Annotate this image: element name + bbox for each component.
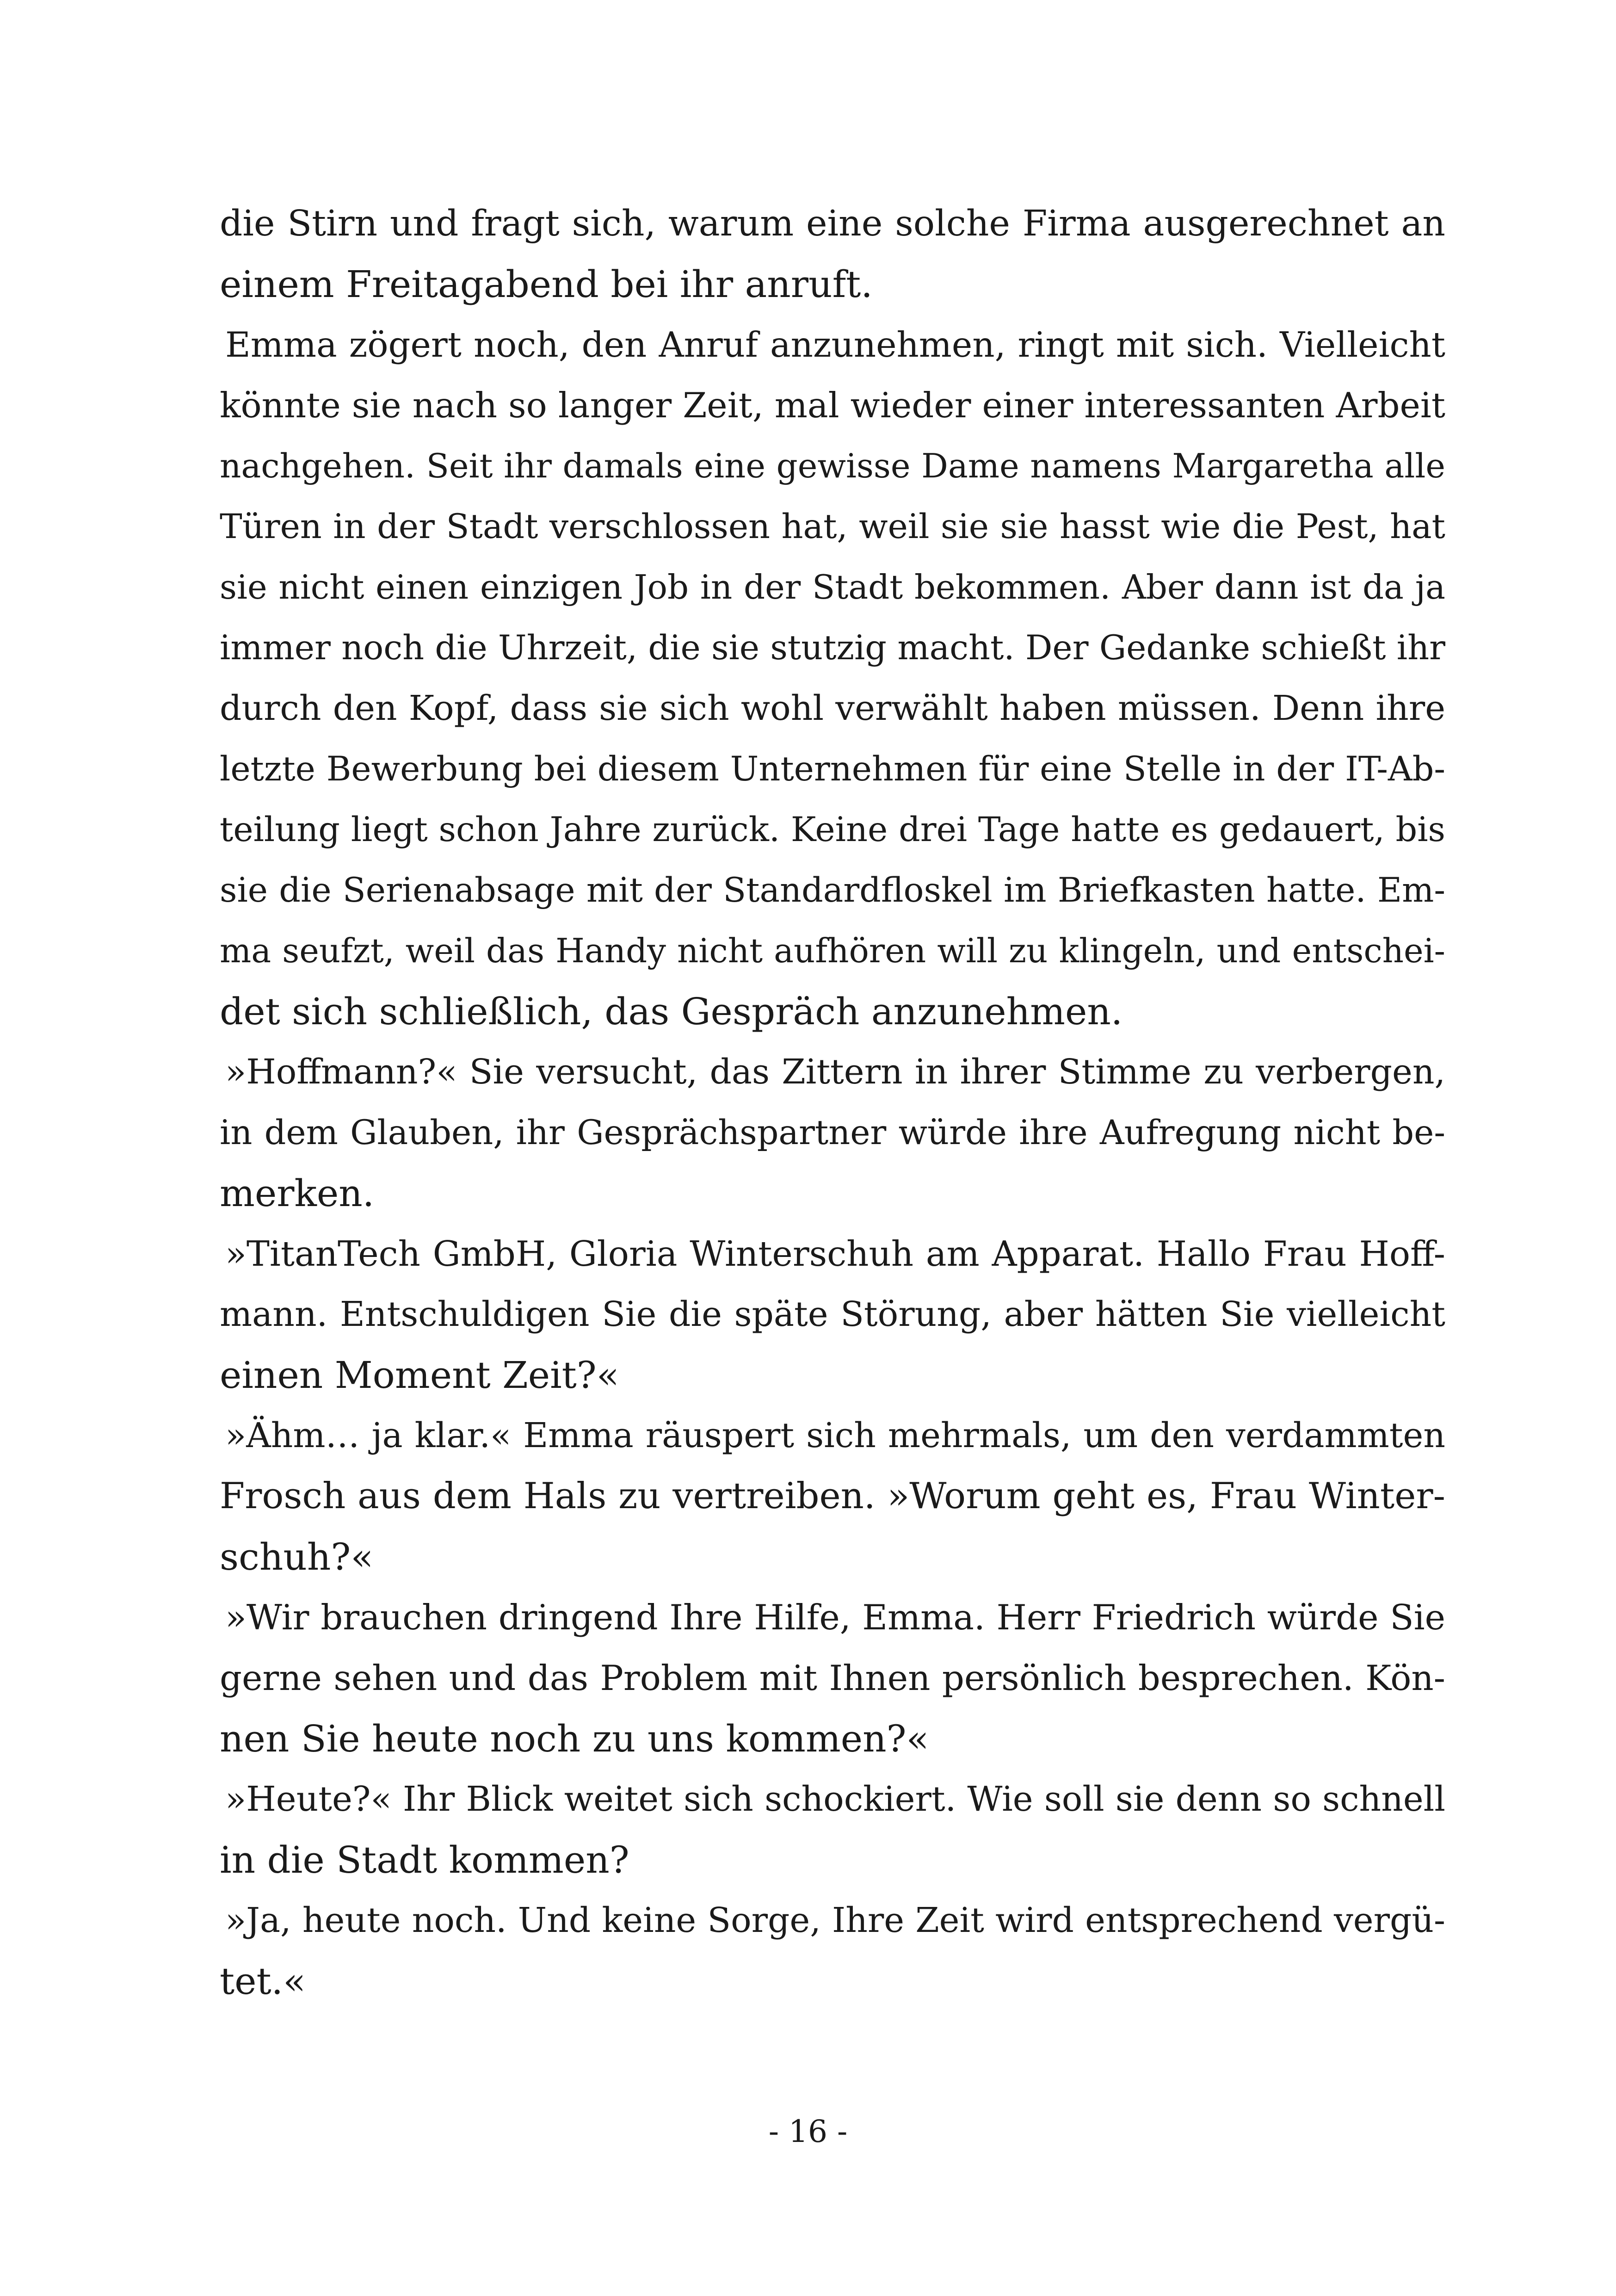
text-line: einem Freitagabend bei ihr anruft. xyxy=(220,263,873,306)
text-line: mann. Entschuldigen Sie die späte Störung, aber hätten Sie vielleicht xyxy=(220,1294,1445,1334)
text-line: teilung liegt schon Jahre zurück. Keine drei Tage hatte es gedauert, bis xyxy=(220,810,1445,849)
text-line: immer noch die Uhrzeit, die sie stutzig macht. Der Gedanke schießt ihr xyxy=(220,628,1445,668)
text-line: »TitanTech GmbH, Gloria Winterschuh am Apparat. Hallo Frau Hoff- xyxy=(225,1233,1445,1274)
text-line: sie nicht einen einzigen Job in der Stadt bekommen. Aber dann ist da ja xyxy=(220,568,1445,606)
text-line: in dem Glauben, ihr Gesprächspartner würde ihre Aufregung nicht be- xyxy=(220,1113,1445,1152)
text-line: könnte sie nach so langer Zeit, mal wieder einer interessanten Arbeit xyxy=(220,385,1445,426)
text-line: Emma zögert noch, den Anruf anzunehmen, ringt mit sich. Vielleicht xyxy=(225,324,1445,365)
body-text xyxy=(220,193,1445,2011)
text-line: einen Moment Zeit?« xyxy=(220,1354,619,1397)
text-line: Türen in der Stadt verschlossen hat, weil sie sie hasst wie die Pest, hat xyxy=(220,507,1445,546)
text-line: tet.« xyxy=(220,1960,306,2003)
text-line: »Ähm… ja klar.« Emma räuspert sich mehrmals, um den verdammten xyxy=(225,1416,1445,1455)
text-line: ma seufzt, weil das Handy nicht aufhören will zu klingeln, und entschei- xyxy=(220,931,1445,970)
text-line: »Hoffmann?« Sie versucht, das Zittern in ihrer Stimme zu verbergen, xyxy=(225,1052,1445,1092)
page-number: - 16 - xyxy=(768,2114,848,2149)
text-line: schuh?« xyxy=(220,1535,374,1578)
text-line: nen Sie heute noch zu uns kommen?« xyxy=(220,1717,929,1760)
text-line: Frosch aus dem Hals zu vertreiben. »Worum geht es, Frau Winter- xyxy=(220,1475,1445,1517)
text-line: letzte Bewerbung bei diesem Unternehmen für eine Stelle in der IT-Ab- xyxy=(220,749,1445,789)
text-line: »Wir brauchen dringend Ihre Hilfe, Emma. Herr Friedrich würde Sie xyxy=(225,1597,1445,1638)
text-line: durch den Kopf, dass sie sich wohl verwählt haben müssen. Denn ihre xyxy=(220,688,1445,728)
text-line: det sich schließlich, das Gespräch anzunehmen. xyxy=(220,990,1123,1033)
text-line: nachgehen. Seit ihr damals eine gewisse Dame namens Margaretha alle xyxy=(220,446,1445,485)
text-line: die Stirn und fragt sich, warum eine solche Firma ausgerechnet an xyxy=(220,203,1445,244)
text-line: in die Stadt kommen? xyxy=(220,1838,629,1881)
text-line: »Heute?« Ihr Blick weitet sich schockiert. Wie soll sie denn so schnell xyxy=(225,1779,1445,1819)
text-line: sie die Serienabsage mit der Standardfloskel im Briefkasten hatte. Em- xyxy=(220,871,1445,910)
text-line: gerne sehen und das Problem mit Ihnen persönlich besprechen. Kön- xyxy=(220,1658,1445,1698)
text-line: »Ja, heute noch. Und keine Sorge, Ihre Zeit wird entsprechend vergü- xyxy=(225,1900,1445,1940)
text-line: merken. xyxy=(220,1172,375,1215)
